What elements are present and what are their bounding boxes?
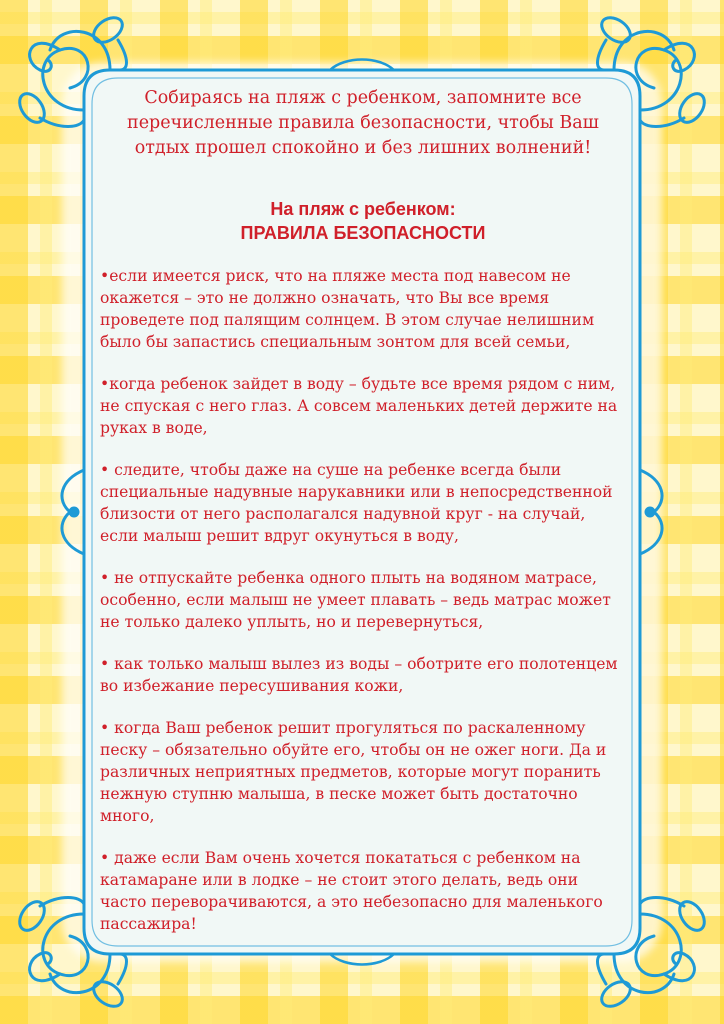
rule-item: • как только малыш вылез из воды – оботрите его полотенцем во избежание пересушивания кожи, [100,655,618,695]
content [100,86,626,935]
rule-item: • когда Ваш ребенок решит прогуляться по раскаленному песку – обязательно обуйте его, чтобы он не ожег ноги. Да и различных неприятных предметов, которые могут поранить нежную ступню малыша, в песке может быть достаточно много, [100,719,607,825]
rule-item: •когда ребенок зайдет в воду – будьте все время рядом с ним, не спуская с него глаз. А совсем маленьких детей держите на руках в воде, [100,375,618,437]
rule-item: • не отпускайте ребенка одного плыть на водяном матрасе, особенно, если малыш не умеет плавать – ведь матрас может не только далеко уплыть, но и перевернуться, [100,569,611,631]
intro-text: Собираясь на пляж с ребенком, запомните все перечисленные правила безопасности, чтобы Ваш отдых прошел спокойно и без лишних волнений! [127,88,599,158]
rule-item: • следите, чтобы даже на суше на ребенке всегда были специальные надувные нарукавники или в непосредственной близости от него располагался надувной круг - на случай, если малыш решит вдруг окунуться в воду, [100,461,613,545]
rules-list [100,265,626,935]
rule-item: •если имеется риск, что на пляже места под навесом не окажется – это не должно означать, что Вы все время проведете под палящим солнцем. В этом случае нелишним было бы запастись специальным зонтом для всей семьи, [100,267,595,351]
heading-line-1: На пляж с ребенком: [270,199,456,219]
rule-item: • даже если Вам очень хочется покататься с ребенком на катамаране или в лодке – не стоит этого делать, ведь они часто переворачиваются, а это небезопасно для маленького пассажира! [100,849,603,933]
heading-line-2: ПРАВИЛА БЕЗОПАСНОСТИ [240,223,486,243]
heading [100,197,626,245]
